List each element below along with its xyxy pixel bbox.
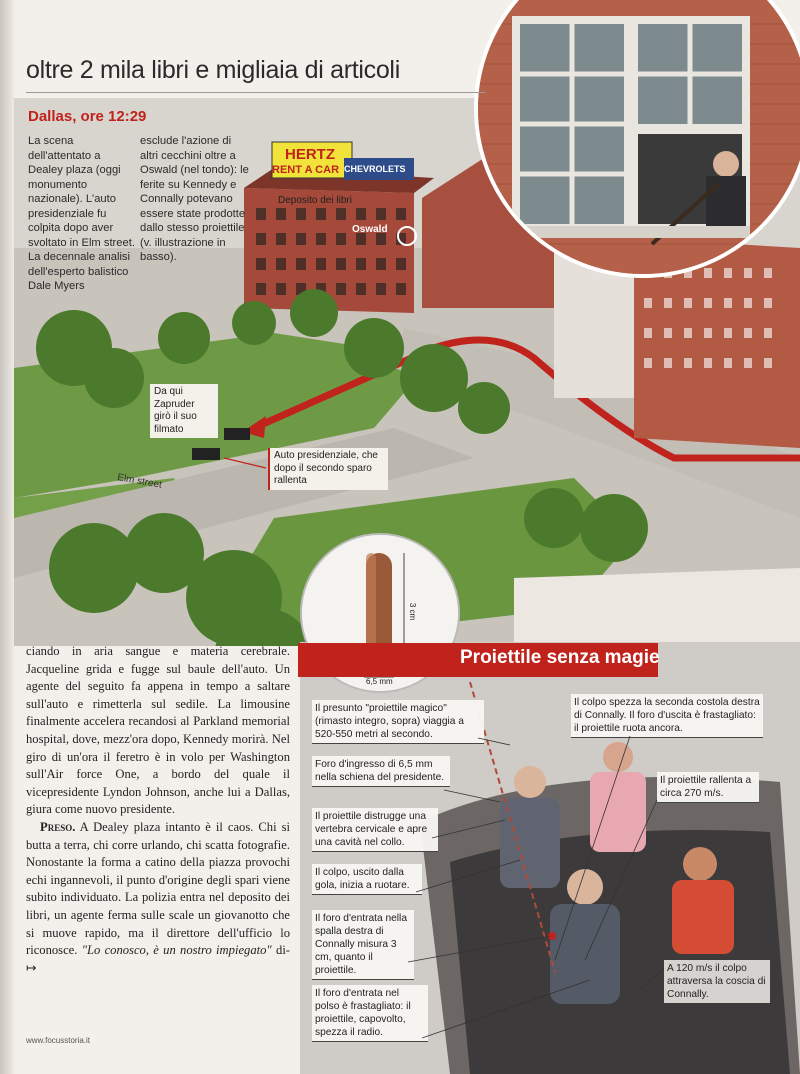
note-entry-hole: Foro d'ingresso di 6,5 mm nella schiena del presidente. (312, 756, 450, 787)
article-body (26, 643, 290, 977)
section-banner-title: Proiettile senza magie (460, 647, 660, 668)
footer-url: www.focusstoria.it (26, 1036, 91, 1045)
zapruder-callout: Da qui Zapruder girò il suo filmato (150, 384, 218, 438)
chevrolets-sign: CHEVROLETS (344, 164, 406, 174)
hertz-sign-line1: HERTZ (285, 146, 335, 163)
note-wrist: Il foro d'entrata nel polso è frastagliato: il proiettile, capovolto, spezza il radio. (312, 985, 428, 1042)
note-thigh: A 120 m/s il colpo attraversa la coscia di Connally. (664, 960, 770, 1003)
hertz-sign-line2: RENT A CAR (272, 164, 340, 176)
elm-street-label: Elm street (116, 472, 163, 491)
page-headline: oltre 2 mila libri e migliaia di articoli (26, 56, 400, 84)
continue-arrow-icon: ↦ (26, 960, 37, 975)
note-vertebra: Il proiettile distrugge una vertebra cervicale e apre una cavità nel collo. (312, 808, 438, 852)
page-gutter (0, 0, 14, 1074)
article-paragraph-1: ciando in aria sangue e materia cerebrale. Jacqueline grida e fugge sul baule dell'auto. Un agente del seguito fa appena in tempo a saltare sull'auto e rimetterla sul sedile. La limousine finalmente accelera recandosi al Parkland memorial hospital, dove, mezz'ora dopo, Kennedy morirà. Nel giro di un'ora il feretro è in volo per Washington sull'Air force One, a bordo del quale il vicepresidente Lyndon Johnson, anche lui a Dallas, giura come nuovo presidente. (26, 644, 290, 817)
note-slowdown: Il proiettile rallenta a circa 270 m/s. (657, 772, 759, 803)
limousine-callout: Auto presidenziale, che dopo il secondo sparo rallenta (268, 448, 388, 490)
note-rotation: Il colpo, uscito dalla gola, inizia a ruotare. (312, 864, 422, 895)
note-rib: Il colpo spezza la seconda costola destra di Connally. Il foro d'uscita è frastagliato: il proiettile ruota ancora. (571, 694, 763, 738)
paragraph-2-end: di- (276, 943, 291, 958)
paragraph-keyword: Preso. (40, 819, 76, 834)
bullet-width-label: 6,5 mm (366, 677, 393, 686)
intro-column-2: esclude l'azione di altri cecchini oltre a Oswald (nel tondo): le ferite su Kennedy e Connally potevano essere state prodotte dallo stesso proiettile (v. illustrazione in basso). (140, 135, 249, 263)
article-paragraph-2 (26, 819, 290, 977)
paragraph-2-quote: "Lo conosco, è un nostro impiegato" (81, 943, 272, 958)
paragraph-2-text: A Dealey plaza intanto è il caos. Chi si butta a terra, chi corre urlando, chi scatta fotografie. Nonostante la forma a catino della piazza provochi echi ingannevoli, il punto d'origine degli spari viene subito individuato. La polizia entra nel deposito dei libri, un agente ferma sulle scale un giovanotto che si muove rapido, ma il direttore dell'ufficio lo riconosce. (26, 819, 290, 958)
depository-label: Deposito dei libri (278, 195, 352, 206)
note-magic-bullet: Il presunto "proiettile magico" (rimasto integro, sopra) viaggia a 520-550 metri al secondo. (312, 700, 484, 744)
note-shoulder: Il foro d'entrata nella spalla destra di Connally misura 3 cm, quanto il proiettile. (312, 910, 414, 980)
oswald-label: Oswald (352, 224, 388, 235)
headline-rule (26, 92, 486, 93)
bullet-length-label: 3 cm (408, 602, 418, 621)
section-subhead: Dallas, ore 12:29 (28, 108, 147, 125)
intro-column-1: La scena dell'attentato a Dealey plaza (oggi monumento nazionale). L'auto presidenziale fu colpita dopo aver svoltato in Elm street. La decennale analisi dell'esperto balistico Dale Myers (28, 135, 135, 292)
